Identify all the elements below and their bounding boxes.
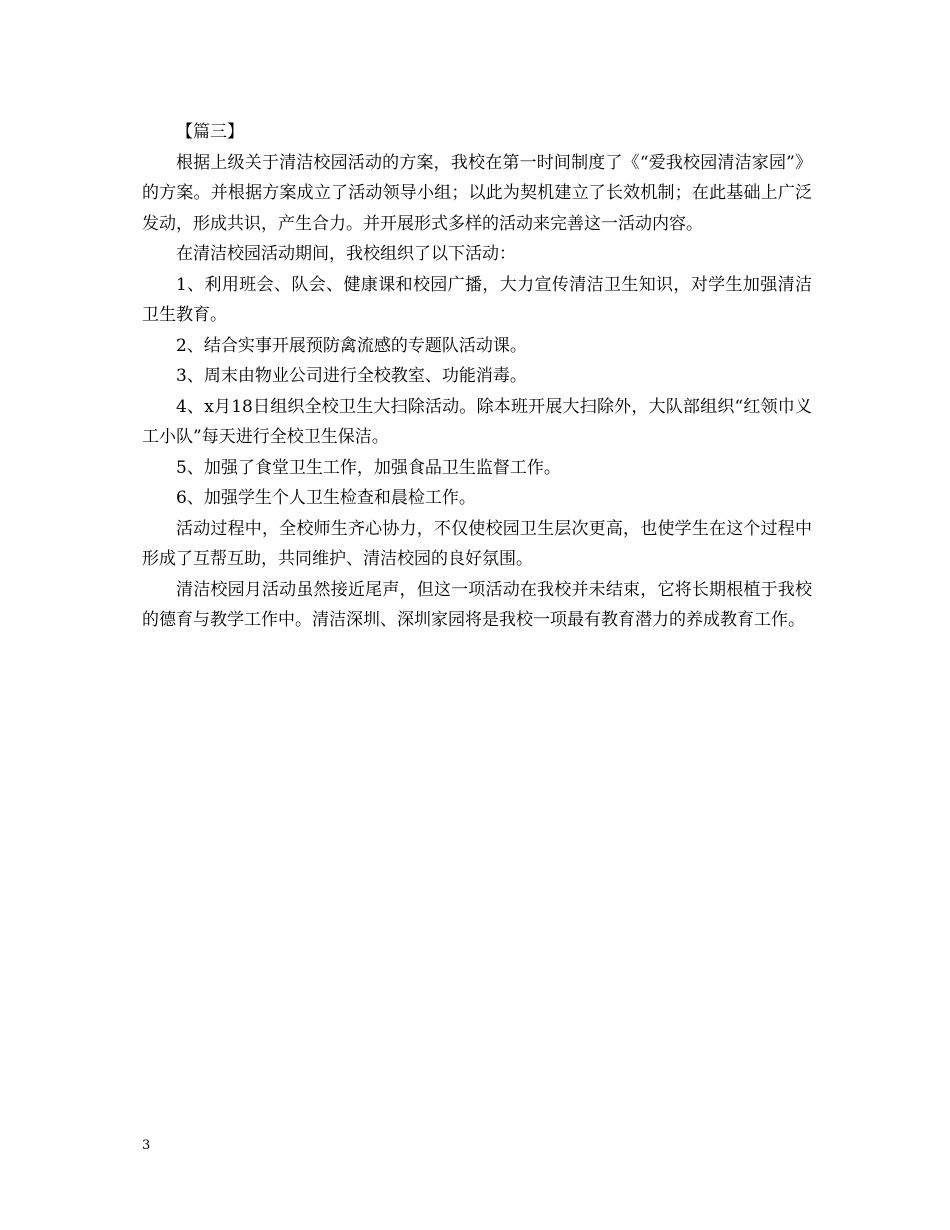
document-body [142, 117, 812, 636]
paragraph-conclusion: 清洁校园月活动虽然接近尾声，但这一项活动在我校并未结束，它将长期根植于我校的德育与教学工作中。清洁深圳、深圳家园将是我校一项最有教育潜力的养成教育工作。 [142, 579, 812, 630]
paragraph-item-3: 3、周末由物业公司进行全校教室、功能消毒。 [176, 366, 527, 386]
paragraph-item-1: 1、利用班会、队会、健康课和校园广播，大力宣传清洁卫生知识，对学生加强清洁卫生教育。 [142, 274, 812, 325]
paragraph-process: 活动过程中，全校师生齐心协力，不仅使校园卫生层次更高，也使学生在这个过程中形成了互帮互助，共同维护、清洁校园的良好氛围。 [142, 518, 812, 569]
paragraph-item-2: 2、结合实事开展预防禽流感的专题队活动课。 [176, 335, 527, 356]
paragraph-item-6: 6、加强学生个人卫生检查和晨检工作。 [176, 488, 476, 508]
page-number: 3 [142, 1138, 151, 1153]
paragraph-intro: 根据上级关于清洁校园活动的方案，我校在第一时间制度了《“爱我校园清洁家园”》的方案。并根据方案成立了活动领导小组；以此为契机建立了长效机制；在此基础上广泛发动，形成共识，产生合力。并开展形式多样的活动来完善这一活动内容。 [142, 152, 812, 234]
paragraph-activities-lead: 在清洁校园活动期间，我校组织了以下活动： [176, 244, 516, 264]
paragraph-item-4: 4、x月18日组织全校卫生大扫除活动。除本班开展大扫除外，大队部组织“红领巾义工小队”每天进行全校卫生保洁。 [142, 396, 812, 447]
section-heading: 【篇三】 [176, 122, 244, 142]
paragraph-item-5: 5、加强了食堂卫生工作，加强食品卫生监督工作。 [176, 457, 561, 478]
